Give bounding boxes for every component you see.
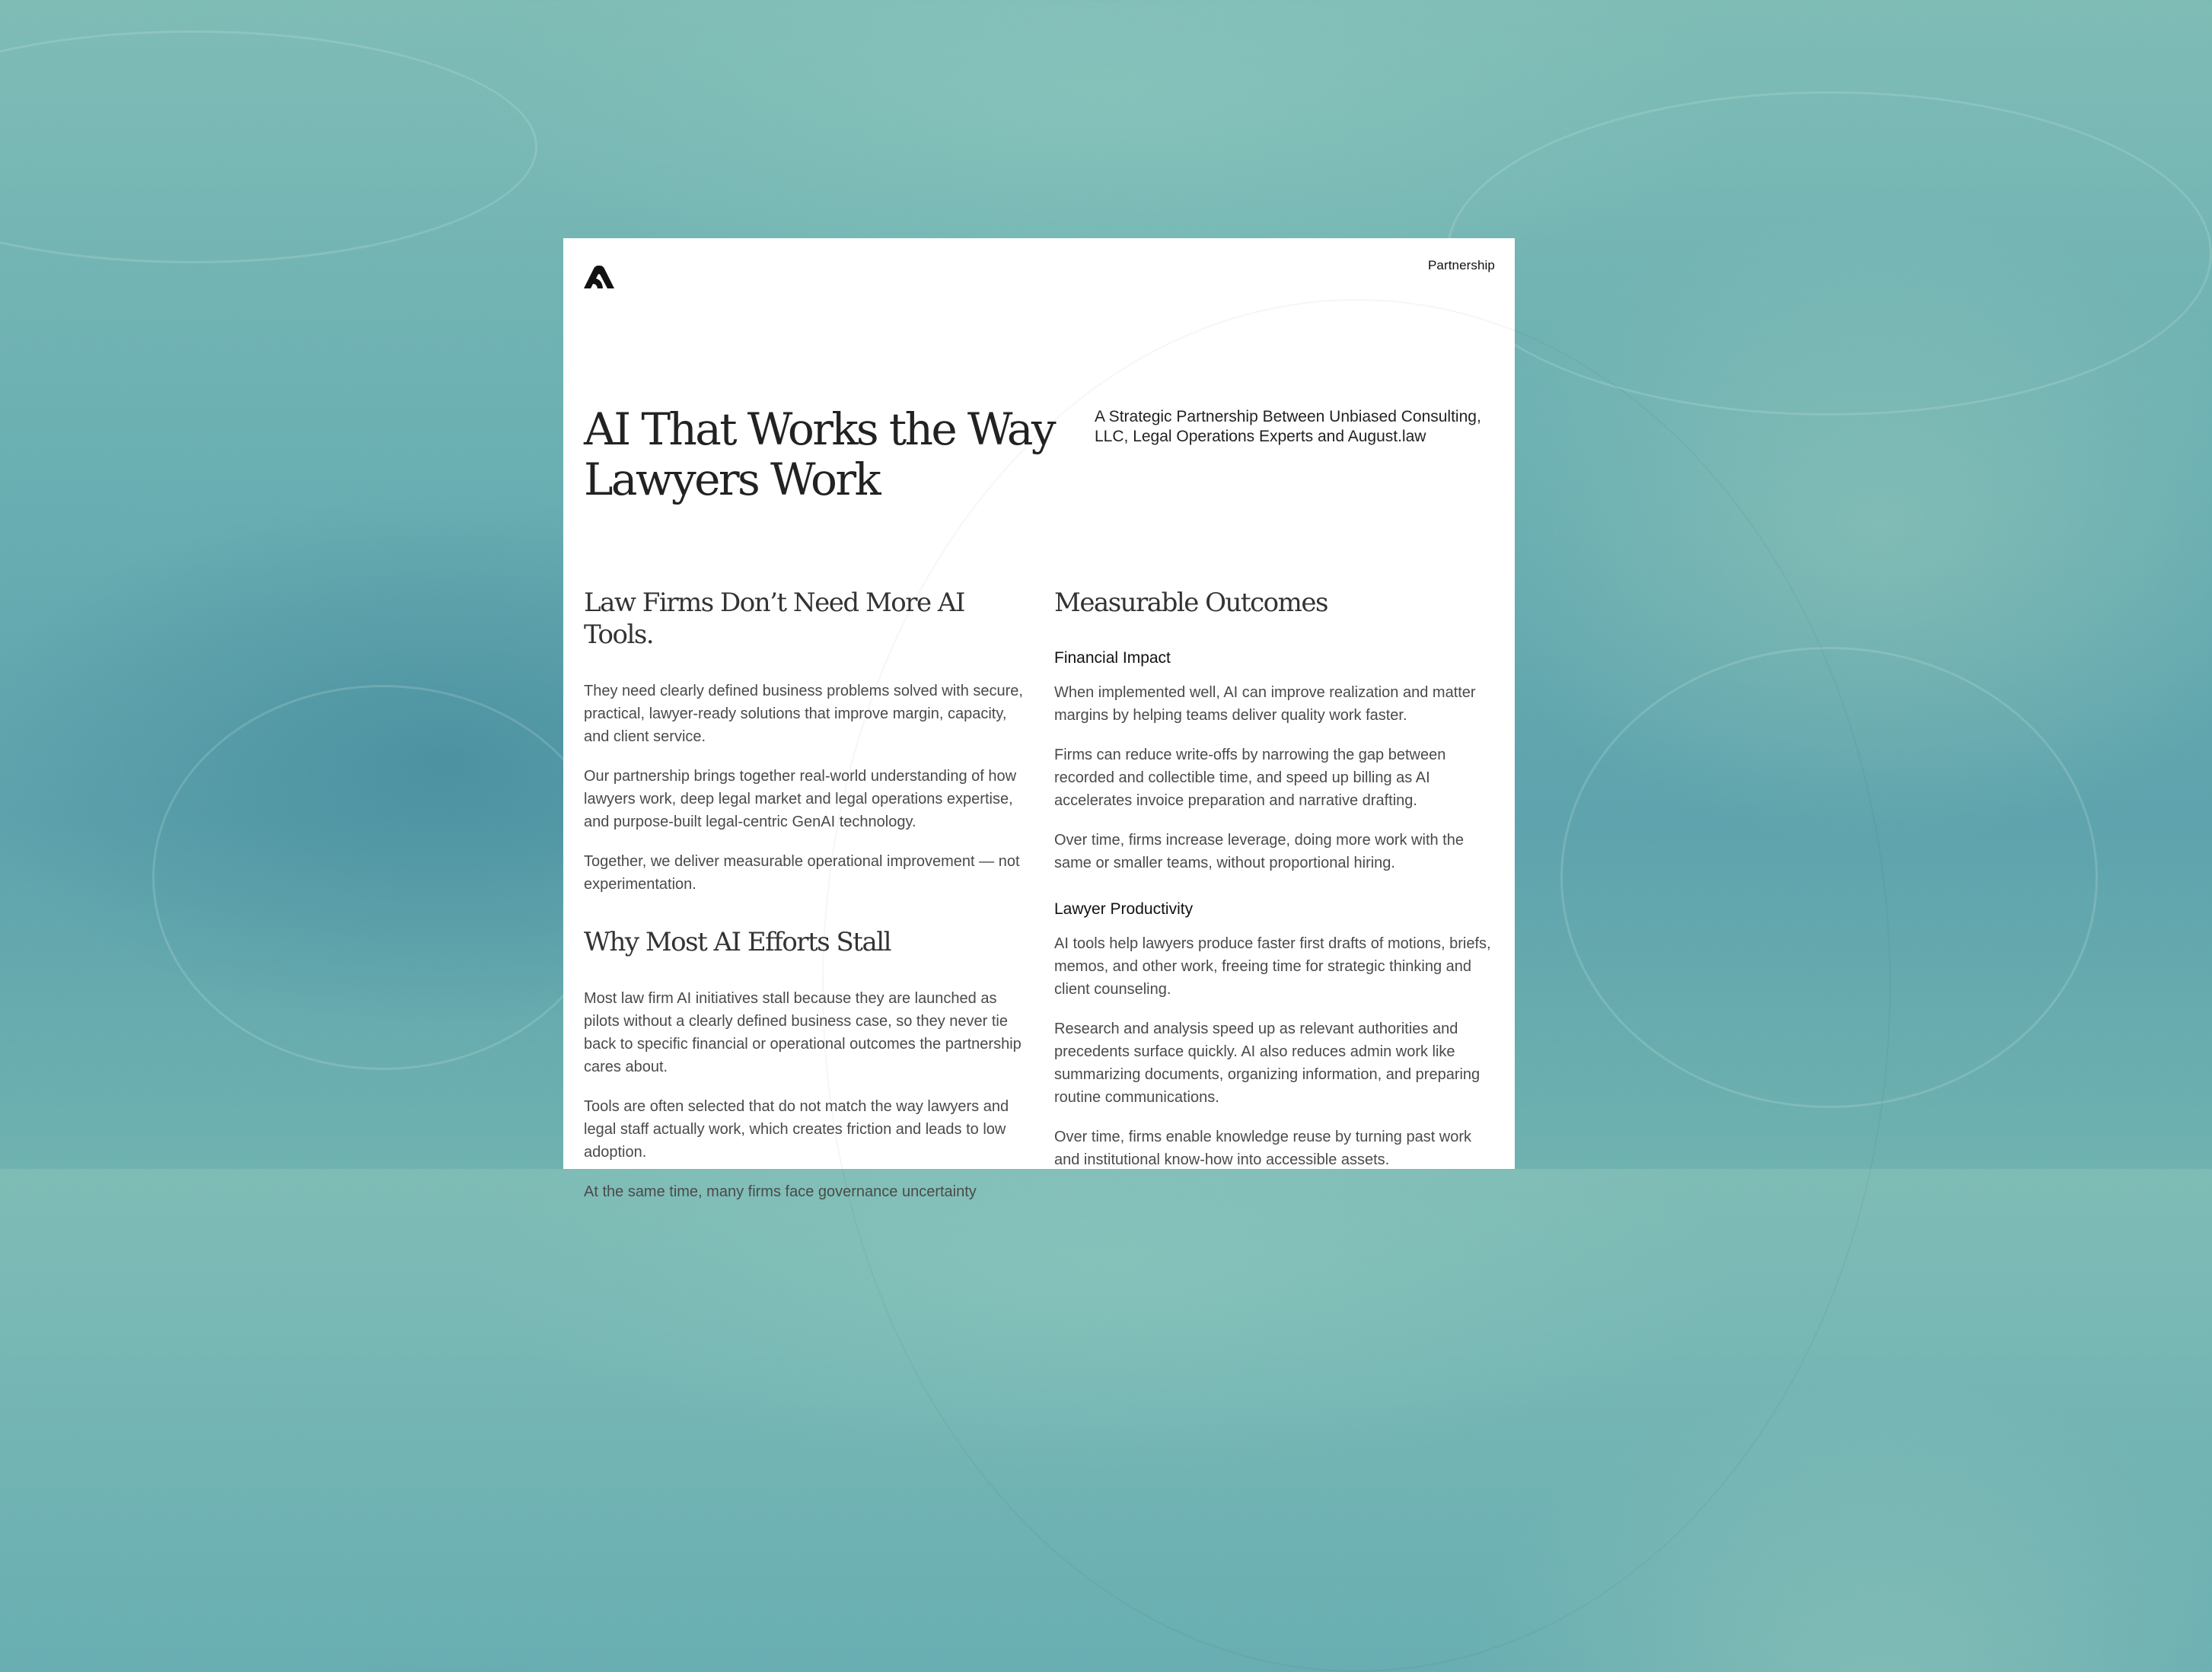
section-heading-outcomes: Measurable Outcomes <box>1054 588 1328 618</box>
paragraph: At the same time, many firms face governance uncertainty <box>584 1183 977 1200</box>
background-caustic <box>0 30 537 263</box>
paragraph: Research and analysis speed up as relevant authorities and precedents surface quickly. AI also reduces admin work like summarizing documents, organizing information, and preparing routine communications. <box>1054 1021 1481 1106</box>
august-logo-icon[interactable] <box>584 266 614 290</box>
section-heading-stall: Why Most AI Efforts Stall <box>584 927 891 957</box>
paragraph: AI tools help lawyers produce faster first drafts of motions, briefs, memos, and other work, freeing time for strategic thinking and client counseling. <box>1054 935 1491 998</box>
section-heading-tools: Law Firms Don’t Need More AI Tools. <box>584 588 964 650</box>
right-column <box>1054 587 1497 1188</box>
partnership-tag: Partnership <box>1427 258 1495 272</box>
paragraph: Our partnership brings together real-world understanding of how lawyers work, deep legal market and legal operations expertise, and purpose-built legal-centric GenAI technology. <box>584 768 1017 830</box>
background-caustic <box>152 685 614 1070</box>
subheading-financial-impact: Financial Impact <box>1054 649 1171 667</box>
paragraph: Tools are often selected that do not match the way lawyers and legal staff actually work, which creates friction and leads to low adoption. <box>584 1098 1009 1161</box>
paragraph: Over time, firms increase leverage, doing more work with the same or smaller teams, without proportional hiring. <box>1054 832 1464 871</box>
paragraph: Most law firm AI initiatives stall because they are launched as pilots without a clearly defined business case, so they never tie back to specific financial or operational outcomes the partnership cares about. <box>584 990 1022 1075</box>
hero-title: AI That Works the Way Lawyers Work <box>584 403 1055 505</box>
paragraph: Firms can reduce write-offs by narrowing the gap between recorded and collectible time, and speed up billing as AI accelerates invoice preparation and narrative drafting. <box>1054 747 1446 809</box>
left-column <box>584 587 1027 1220</box>
document-page <box>563 238 1515 1200</box>
paragraph: Over time, firms enable knowledge reuse by turning past work and institutional know-how into accessible assets. <box>1054 1129 1472 1168</box>
paragraph: When implemented well, AI can improve realization and matter margins by helping teams deliver quality work faster. <box>1054 684 1476 724</box>
subheading-lawyer-productivity: Lawyer Productivity <box>1054 900 1194 918</box>
paragraph: Together, we deliver measurable operational improvement — not experimentation. <box>584 853 1020 893</box>
paragraph: They need clearly defined business problems solved with secure, practical, lawyer-ready solutions that improve margin, capacity, and client service. <box>584 683 1023 745</box>
hero-subtitle: A Strategic Partnership Between Unbiased Consulting, LLC, Legal Operations Experts and August.law <box>1095 408 1481 445</box>
